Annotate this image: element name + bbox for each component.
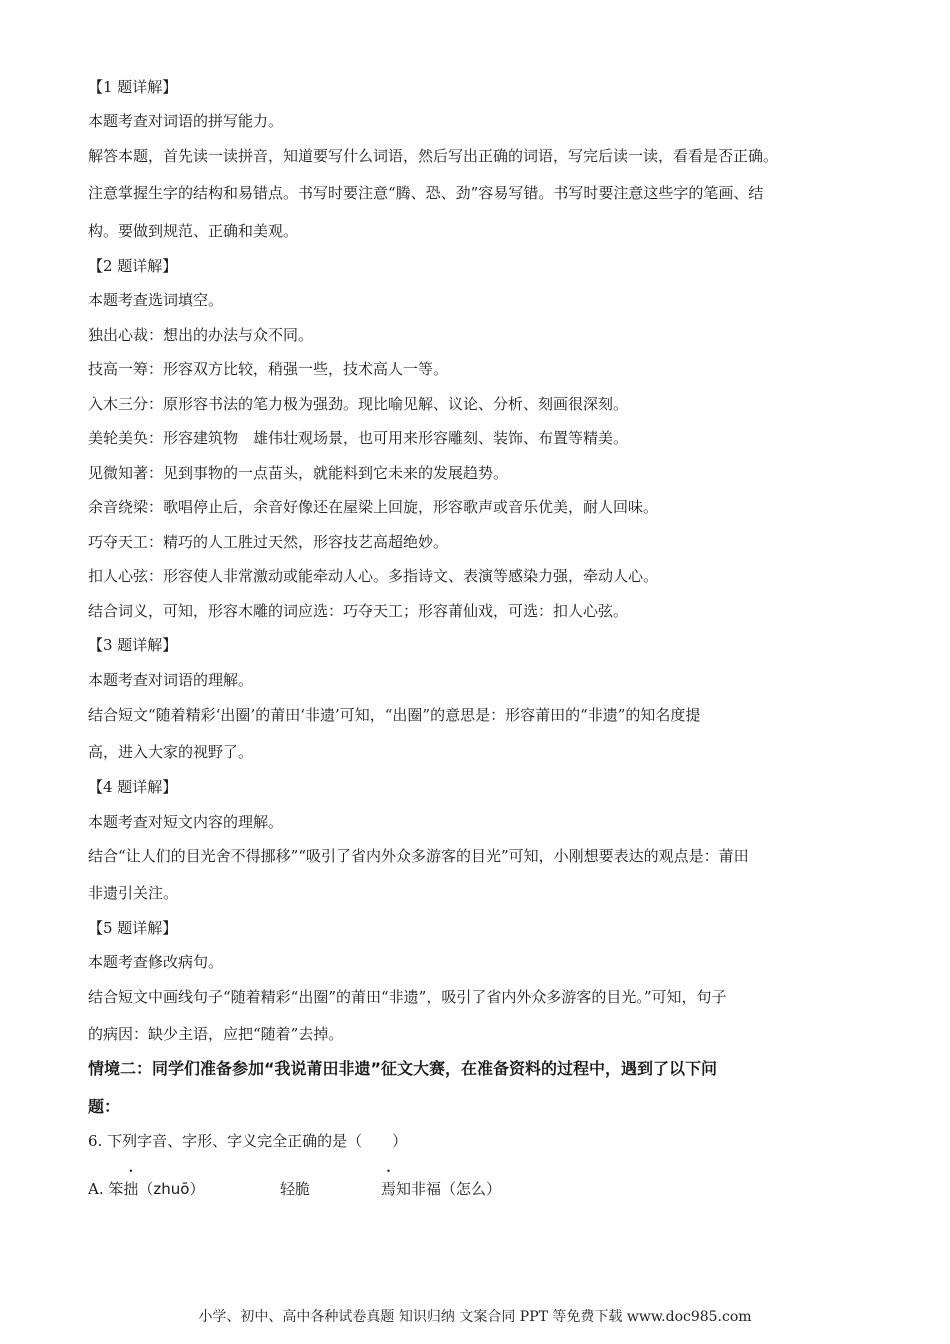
q2-line-7: 余音绕梁：歌唱停止后，余音好像还在屋梁上回旋，形容歌声或音乐优美，耐人回味。 <box>88 498 659 516</box>
q3-line-3: 高，进入大家的视野了。 <box>88 743 254 761</box>
q3-title: 【3 题详解】 <box>88 636 178 654</box>
q4-line-2: 结合“让人们的目光舍不得挪移”“吸引了省内外众多游客的目光”可知，小刚想要表达的观点是：莆田 <box>88 847 749 865</box>
q4-title: 【4 题详解】 <box>88 778 178 796</box>
q6-question: 6. 下列字音、字形、字义完全正确的是（ ） <box>88 1132 408 1150</box>
q2-line-5: 美轮美奂：形容建筑物 雄伟壮观场景，也可用来形容雕刻、装饰、布置等精美。 <box>88 429 629 447</box>
q6-option-a <box>88 1179 204 1199</box>
q2-title: 【2 题详解】 <box>88 257 178 275</box>
q3-line-1: 本题考查对词语的理解。 <box>88 671 254 689</box>
q1-line-2: 解答本题，首先读一读拼音，知道要写什么词语，然后写出正确的词语，写完后读一读，看看是否正确。 <box>88 147 779 165</box>
q1-line-4: 构。要做到规范、正确和美观。 <box>88 222 299 240</box>
option-a-pinyin: （zhuō） <box>138 1180 205 1198</box>
scenario-heading-line-1: 情境二：同学们准备参加“我说莆田非遗”征文大赛，在准备资料的过程中，遇到了以下问 <box>88 1059 718 1078</box>
q5-line-2: 结合短文中画线句子“随着精彩“出圈”的莆田“非遗”，吸引了省内外众多游客的目光。”可知，句子 <box>88 988 727 1006</box>
scenario-heading-line-2: 题： <box>88 1097 121 1116</box>
page-footer: 小学、初中、高中各种试卷真题 知识归纳 文案合同 PPT 等免费下载 www.doc985.com <box>198 1309 752 1325</box>
option-a-item-3-rest: 知非福（怎么） <box>396 1180 502 1198</box>
option-a-item-3-dotted-char: 焉 <box>381 1180 397 1198</box>
q2-line-8: 巧夺天工：精巧的人工胜过天然，形容技艺高超绝妙。 <box>88 533 449 551</box>
q2-line-1: 本题考查选词填空。 <box>88 291 224 309</box>
option-a-item-3 <box>381 1179 501 1199</box>
q4-line-3: 非遗引关注。 <box>88 884 179 902</box>
q3-line-2: 结合短文“随着精彩‘出圈’的莆田‘非遗’可知，“出圈”的意思是：形容莆田的“非遗”的知名度提 <box>88 706 701 724</box>
q2-line-6: 见微知著：见到事物的一点苗头，就能料到它未来的发展趋势。 <box>88 464 509 482</box>
q2-line-10: 结合词义，可知，形容木雕的词应选：巧夺天工；形容莆仙戏，可选：扣人心弦。 <box>88 602 629 620</box>
q2-line-9: 扣人心弦：形容使人非常激动或能牵动人心。多指诗文、表演等感染力强，牵动人心。 <box>88 567 659 585</box>
q2-line-3: 技高一筹：形容双方比较，稍强一些，技术高人一等。 <box>88 360 449 378</box>
option-a-item-2: 轻脆 <box>280 1180 311 1198</box>
option-a-dotted-char: 拙 <box>123 1180 139 1198</box>
q4-line-1: 本题考查对短文内容的理解。 <box>88 813 284 831</box>
q1-line-1: 本题考查对词语的拼写能力。 <box>88 112 284 130</box>
q5-line-3: 的病因：缺少主语，应把“随着”去掉。 <box>88 1025 344 1043</box>
q2-line-4: 入木三分：原形容书法的笔力极为强劲。现比喻见解、议论、分析、刻画很深刻。 <box>88 395 629 413</box>
q1-line-3: 注意掌握生字的结构和易错点。书写时要注意“腾、恐、劲”容易写错。书写时要注意这些字的笔画、结 <box>88 184 764 202</box>
q2-line-2: 独出心裁：想出的办法与众不同。 <box>88 326 314 344</box>
q1-title: 【1 题详解】 <box>88 78 178 96</box>
q5-line-1: 本题考查修改病句。 <box>88 953 224 971</box>
q5-title: 【5 题详解】 <box>88 919 178 937</box>
option-a-prefix: A. 笨 <box>88 1180 124 1198</box>
